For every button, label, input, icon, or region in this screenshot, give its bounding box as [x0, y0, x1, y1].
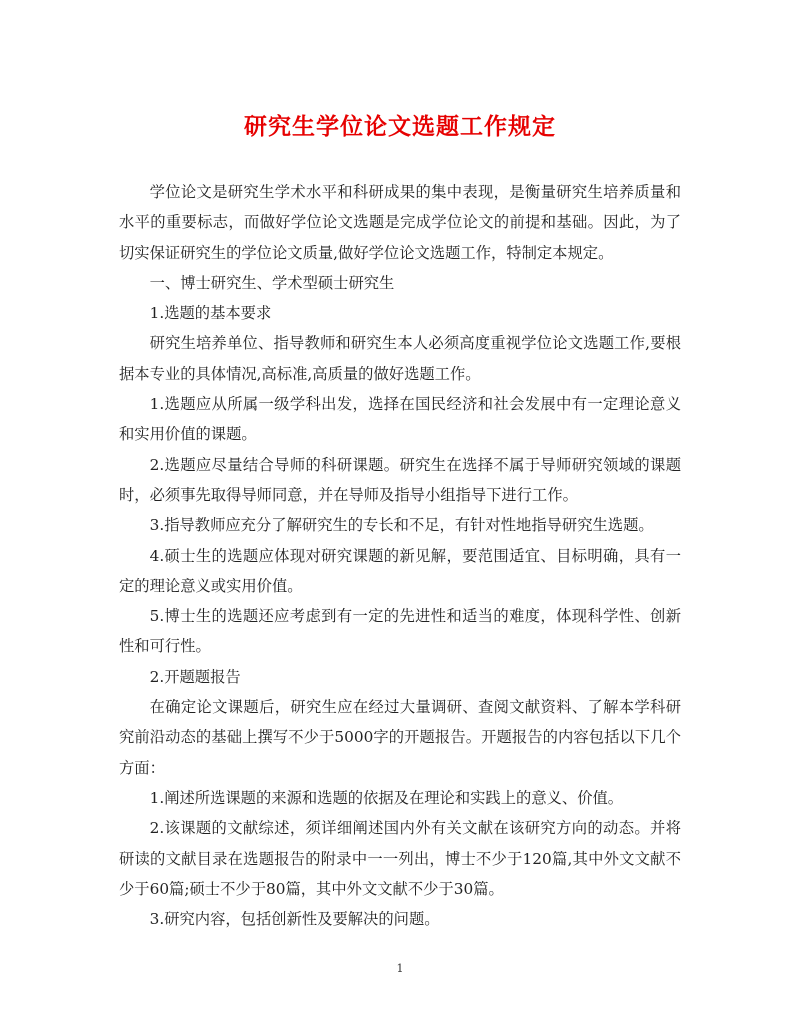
paragraph: 3.指导教师应充分了解研究生的专长和不足，有针对性地指导研究生选题。: [149, 516, 654, 535]
paragraph: 1.阐述所选课题的来源和选题的依据及在理论和实践上的意义、价值。: [149, 788, 624, 807]
paragraph: 4.硕士生的选题应体现对研究课题的新见解，要范围适宜、目标明确，具有一定的理论意义或实用价值。: [119, 546, 681, 595]
paragraph: 2.开题题报告: [149, 667, 241, 686]
paragraph: 学位论文是研究生学术水平和科研成果的集中表现，是衡量研究生培养质量和水平的重要标志，而做好学位论文选题是完成学位论文的前提和基础。因此，为了切实保证研究生的学位论文质量,做好学位论文选题工作，特制定本规定。: [119, 183, 681, 262]
document-title: 研究生学位论文选题工作规定: [244, 113, 556, 140]
paragraph: 一、博士研究生、学术型硕士研究生: [149, 273, 395, 292]
paragraph: 2.选题应尽量结合导师的科研课题。研究生在选择不属于导师研究领域的课题时，必须事先取得导师同意，并在导师及指导小组指导下进行工作。: [119, 455, 681, 504]
page-number: 1: [396, 962, 404, 975]
paragraph: 5.博士生的选题还应考虑到有一定的先进性和适当的难度，体现科学性、创新性和可行性。: [119, 607, 681, 656]
paragraph: 1.选题的基本要求: [149, 304, 272, 323]
paragraph: 3.研究内容，包括创新性及要解决的问题。: [149, 910, 440, 929]
paragraph: 研究生培养单位、指导教师和研究生本人必须高度重视学位论文选题工作,要根据本专业的具体情况,高标准,高质量的做好选题工作。: [119, 334, 681, 383]
document-body: [119, 177, 681, 934]
paragraph: 在确定论文课题后，研究生应在经过大量调研、查阅文献资料、了解本学科研究前沿动态的基础上撰写不少于5000字的开题报告。开题报告的内容包括以下几个方面：: [119, 698, 681, 777]
paragraph: 1.选题应从所属一级学科出发，选择在国民经济和社会发展中有一定理论意义和实用价值的课题。: [119, 395, 681, 444]
paragraph: 2.该课题的文献综述，须详细阐述国内外有关文献在该研究方向的动态。并将研读的文献目录在选题报告的附录中一一列出，博士不少于120篇,其中外文文献不少于60篇;硕士不少于80篇，其中外文文献不少于30篇。: [119, 819, 681, 898]
